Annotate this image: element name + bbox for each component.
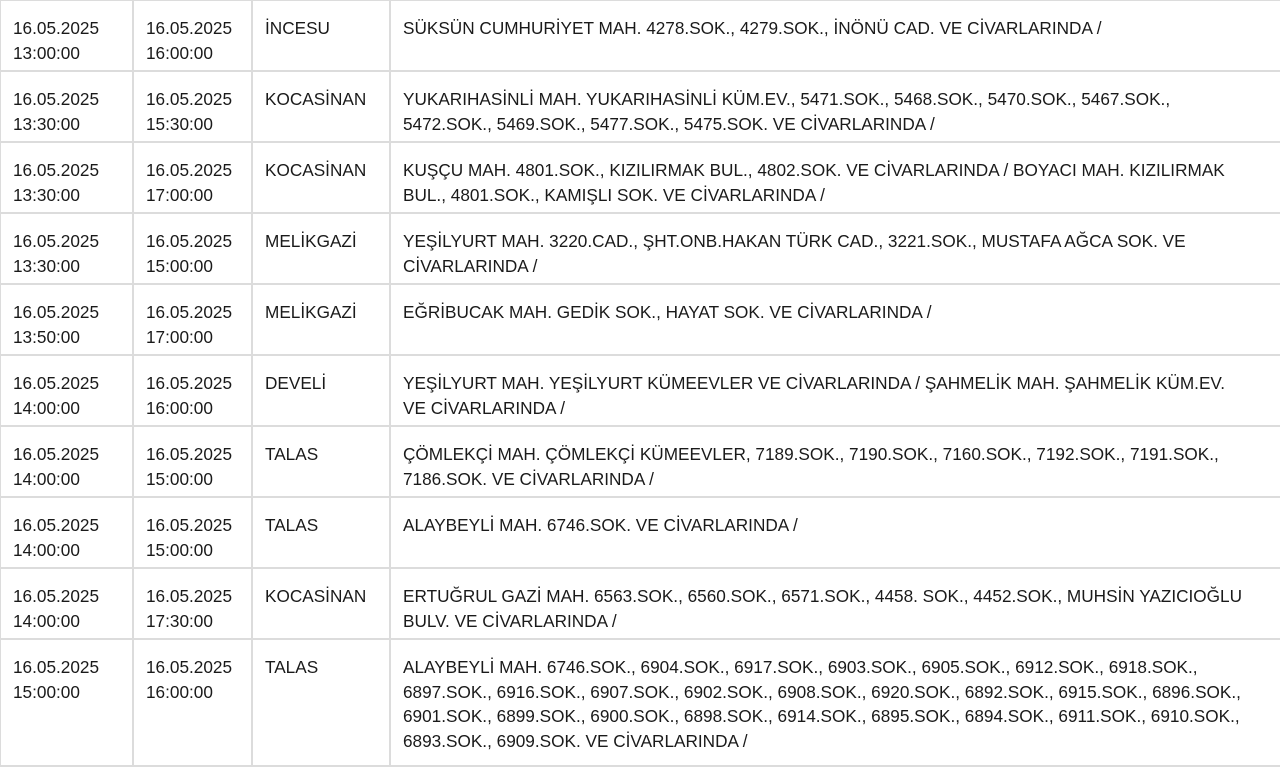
area-cell: ÇÖMLEKÇİ MAH. ÇÖMLEKÇİ KÜMEEVLER, 7189.SOK., 7190.SOK., 7160.SOK., 7192.SOK., 7191.SOK., 7186.SOK. VE CİVARLARINDA / [390, 426, 1280, 497]
area-cell: KUŞÇU MAH. 4801.SOK., KIZILIRMAK BUL., 4802.SOK. VE CİVARLARINDA / BOYACI MAH. KIZILIRMAK BUL., 4801.SOK., KAMIŞLI SOK. VE CİVARLARINDA / [390, 142, 1280, 213]
end-time: 16:00:00 [146, 397, 213, 418]
start-time: 13:30:00 [13, 113, 80, 134]
end-date: 16.05.2025 [146, 231, 233, 251]
end-time: 16:00:00 [146, 681, 213, 702]
end-date: 16.05.2025 [146, 515, 233, 535]
table-row [0, 426, 1280, 497]
end-time: 17:00:00 [146, 326, 213, 347]
district-cell: TALAS [252, 426, 390, 497]
end-date: 16.05.2025 [146, 302, 233, 322]
end-time: 17:00:00 [146, 184, 213, 205]
end-time: 15:30:00 [146, 113, 213, 134]
table-row [0, 142, 1280, 213]
start-cell [0, 142, 133, 213]
table-row [0, 355, 1280, 426]
start-date: 16.05.2025 [13, 160, 100, 180]
end-cell [133, 142, 252, 213]
start-cell [0, 213, 133, 284]
table-row [0, 284, 1280, 355]
area-cell: SÜKSÜN CUMHURİYET MAH. 4278.SOK., 4279.SOK., İNÖNÜ CAD. VE CİVARLARINDA / [390, 0, 1280, 71]
end-time: 17:30:00 [146, 610, 213, 631]
start-time: 13:30:00 [13, 255, 80, 276]
start-cell [0, 568, 133, 639]
start-time: 14:00:00 [13, 468, 80, 489]
start-date: 16.05.2025 [13, 586, 100, 606]
start-date: 16.05.2025 [13, 444, 100, 464]
end-cell [133, 639, 252, 766]
district-cell: MELİKGAZİ [252, 284, 390, 355]
start-date: 16.05.2025 [13, 515, 100, 535]
district-cell: KOCASİNAN [252, 142, 390, 213]
start-time: 13:00:00 [13, 42, 80, 63]
district-cell: KOCASİNAN [252, 568, 390, 639]
area-cell: ALAYBEYLİ MAH. 6746.SOK., 6904.SOK., 6917.SOK., 6903.SOK., 6905.SOK., 6912.SOK., 6918.SOK., 6897.SOK., 6916.SOK., 6907.SOK., 6902.SOK., 6908.SOK., 6920.SOK., 6892.SOK., 6915.SOK., 6896.SOK., 6901.SOK., 6899.SOK., 6900.SOK., 6898.SOK., 6914.SOK., 6895.SOK., 6894.SOK., 6911.SOK., 6910.SOK., 6893.SOK., 6909.SOK. VE CİVARLARINDA / [390, 639, 1280, 766]
area-cell: YUKARIHASİNLİ MAH. YUKARIHASİNLİ KÜM.EV., 5471.SOK., 5468.SOK., 5470.SOK., 5467.SOK., 5472.SOK., 5469.SOK., 5477.SOK., 5475.SOK. VE CİVARLARINDA / [390, 71, 1280, 142]
start-date: 16.05.2025 [13, 657, 100, 677]
end-cell [133, 568, 252, 639]
start-cell [0, 71, 133, 142]
district-cell: MELİKGAZİ [252, 213, 390, 284]
start-cell [0, 284, 133, 355]
end-cell [133, 355, 252, 426]
end-cell [133, 497, 252, 568]
start-cell [0, 497, 133, 568]
area-cell: YEŞİLYURT MAH. YEŞİLYURT KÜMEEVLER VE CİVARLARINDA / ŞAHMELİK MAH. ŞAHMELİK KÜM.EV. VE CİVARLARINDA / [390, 355, 1280, 426]
start-time: 14:00:00 [13, 397, 80, 418]
end-cell [133, 71, 252, 142]
start-cell [0, 639, 133, 766]
district-cell: KOCASİNAN [252, 71, 390, 142]
end-cell [133, 284, 252, 355]
start-date: 16.05.2025 [13, 89, 100, 109]
start-cell [0, 426, 133, 497]
end-date: 16.05.2025 [146, 444, 233, 464]
end-date: 16.05.2025 [146, 18, 233, 38]
district-cell: İNCESU [252, 0, 390, 71]
end-time: 16:00:00 [146, 42, 213, 63]
end-time: 15:00:00 [146, 468, 213, 489]
end-cell [133, 213, 252, 284]
end-date: 16.05.2025 [146, 160, 233, 180]
table-row [0, 71, 1280, 142]
start-time: 14:00:00 [13, 539, 80, 560]
start-time: 14:00:00 [13, 610, 80, 631]
table-row [0, 568, 1280, 639]
area-cell: ERTUĞRUL GAZİ MAH. 6563.SOK., 6560.SOK., 6571.SOK., 4458. SOK., 4452.SOK., MUHSİN YAZICIOĞLU BULV. VE CİVARLARINDA / [390, 568, 1280, 639]
start-time: 15:00:00 [13, 681, 80, 702]
start-time: 13:30:00 [13, 184, 80, 205]
district-cell: TALAS [252, 497, 390, 568]
start-date: 16.05.2025 [13, 18, 100, 38]
district-cell: TALAS [252, 639, 390, 766]
start-time: 13:50:00 [13, 326, 80, 347]
area-cell: EĞRİBUCAK MAH. GEDİK SOK., HAYAT SOK. VE CİVARLARINDA / [390, 284, 1280, 355]
end-cell [133, 0, 252, 71]
start-cell [0, 355, 133, 426]
end-date: 16.05.2025 [146, 657, 233, 677]
end-time: 15:00:00 [146, 255, 213, 276]
start-date: 16.05.2025 [13, 231, 100, 251]
end-time: 15:00:00 [146, 539, 213, 560]
end-date: 16.05.2025 [146, 373, 233, 393]
start-cell [0, 0, 133, 71]
area-cell: YEŞİLYURT MAH. 3220.CAD., ŞHT.ONB.HAKAN TÜRK CAD., 3221.SOK., MUSTAFA AĞCA SOK. VE CİVARLARINDA / [390, 213, 1280, 284]
end-cell [133, 426, 252, 497]
start-date: 16.05.2025 [13, 302, 100, 322]
start-date: 16.05.2025 [13, 373, 100, 393]
end-date: 16.05.2025 [146, 586, 233, 606]
table-row [0, 0, 1280, 71]
table-row [0, 639, 1280, 766]
table-row [0, 497, 1280, 568]
district-cell: DEVELİ [252, 355, 390, 426]
area-cell: ALAYBEYLİ MAH. 6746.SOK. VE CİVARLARINDA / [390, 497, 1280, 568]
end-date: 16.05.2025 [146, 89, 233, 109]
table-row [0, 213, 1280, 284]
